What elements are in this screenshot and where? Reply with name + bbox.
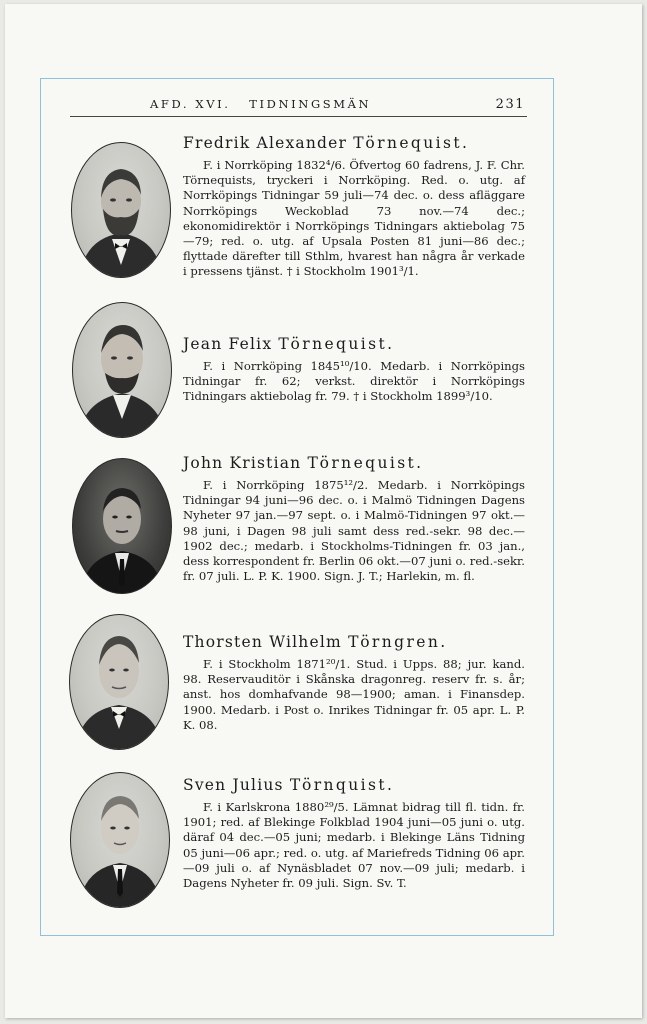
person-biography: F. i Norrköping 1875¹²/2. Medarb. i Norrköpings Tidningar 94 juni—96 dec. o. i Malmö Tidningen Dagens Nyheter 97 jan.—97 sept. o. i Malmö-Tidningen 97 okt.—98 juni, i Dagen 98 juli samt dess red.-sekr. 98 dec.—1902 dec.; medarb. i Stockholms-Tidningen fr. 03 jan., dess korrespondent fr. Berlin 06 okt.—07 juni o. red.-sekr. fr. 07 juli. L. P. K. 1900. Sign. J. T.; Harlekin, m. fl. [183, 478, 525, 584]
portrait-image [72, 302, 172, 438]
person-given-names: Jean Felix [183, 335, 273, 353]
person-given-names: John Kristian [183, 454, 302, 472]
portrait-image [70, 772, 170, 908]
person-surname: Törnequist. [307, 454, 424, 472]
person-biography: F. i Karlskrona 1880²⁹/5. Lämnat bidrag till fl. tidn. fr. 1901; red. af Blekinge Folkblad 1904 juni—05 juni o. utg. däraf 04 dec.—05 juni; medarb. i Blekinge Läns Tidning 05 juni—06 apr.; red. o. utg. af Mariefreds Tidning 06 apr.—09 juli o. af Nynäsbladet 07 nov.—09 juli; medarb. i Dagens Nyheter fr. 09 juli. Sign. Sv. T. [183, 800, 525, 891]
person-surname: Törnequist. [353, 134, 470, 152]
person-biography: F. i Stockholm 1871²⁰/1. Stud. i Upps. 88; jur. kand. 98. Reservauditör i Skånska dragonreg. reserv fr. s. år; anst. hos domhafvande 98—1900; aman. i Finansdep. 1900. Medarb. i Post o. Inrikes Tidningar fr. 05 apr. L. P. K. 08. [183, 657, 525, 732]
portrait-image [71, 142, 171, 278]
portrait-image [72, 458, 172, 594]
header-rule [70, 116, 527, 117]
person-surname: Törngren. [348, 633, 448, 651]
person-biography: F. i Norrköping 1845¹⁰/10. Medarb. i Norrköpings Tidningar fr. 62; verkst. direktör i Norrköpings Tidningars aktiebolag fr. 79. † i Stockholm 1899³/10. [183, 359, 525, 404]
person-given-names: Fredrik Alexander [183, 134, 348, 152]
person-surname: Törnequist. [278, 335, 395, 353]
section-title: AFD. XVI. TIDNINGSMÄN [150, 97, 372, 111]
portrait-image [69, 614, 169, 750]
person-biography: F. i Norrköping 1832⁴/6. Öfvertog 60 fadrens, J. F. Chr. Törnequists, tryckeri i Norrköping. Red. o. utg. af Norrköpings Tidningar 59 juli—74 dec. o. dess afläggare Norrköpings Weckoblad 73 nov.—74 dec.; ekonomidirektör i Norrköpings Tidningars aktiebolag 75—79; red. o. utg. af Upsala Posten 81 juni—86 dec.; flyttade därefter till Sthlm, hvarest han några år verkade i pressens tjänst. † i Stockholm 1901³/1. [183, 158, 525, 279]
person-surname: Törnquist. [289, 776, 395, 794]
person-given-names: Sven Julius [183, 776, 284, 794]
page-number: 231 [495, 97, 525, 112]
person-given-names: Thorsten Wilhelm [183, 633, 342, 651]
running-header [150, 97, 525, 117]
